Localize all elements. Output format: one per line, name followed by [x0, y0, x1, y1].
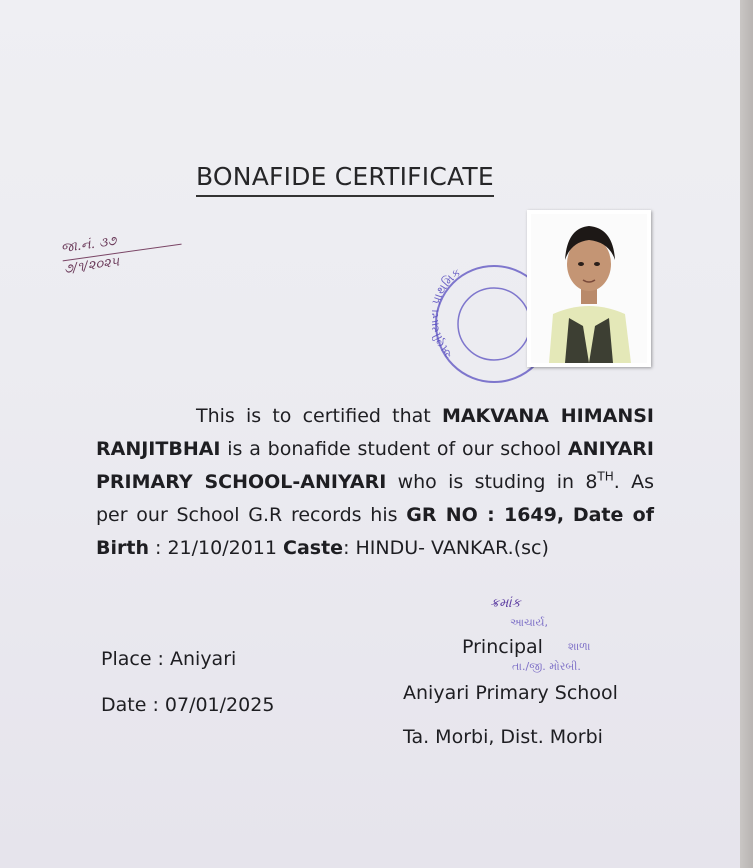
paper-edge-background [740, 0, 753, 868]
dob-label: Date of Birth [96, 504, 655, 559]
body-text4: . As per our School G.R records his [96, 471, 654, 526]
gr-comma: , [556, 504, 565, 526]
student-name-part1: MAKVANA HIMANSI [441, 405, 654, 427]
body-text2: is a bonafide student of our school [220, 438, 568, 460]
student-name-part2: RANJITBHAI [96, 438, 221, 460]
principal-signature-block [400, 594, 660, 764]
body-intro: This is to certified that [196, 405, 442, 427]
certificate-body [96, 400, 654, 565]
student-photo [527, 210, 651, 367]
handwritten-ref-date: ૭/૧/૨૦૨૫ [62, 254, 121, 278]
school-address: Ta. Morbi, Dist. Morbi [403, 726, 603, 748]
seal-line3: તા./જી. મોરબી. [512, 660, 581, 673]
seal-line1: આચાર્ય, [510, 616, 548, 629]
principal-signature: ક્રમાંક [490, 596, 521, 611]
handwritten-ref-number: જા.નં. ૩૭ [60, 224, 182, 261]
caste-value: : HINDU- VANKAR.(sc) [343, 537, 549, 559]
certificate-title: BONAFIDE CERTIFICATE [196, 160, 494, 197]
standard: 8 [585, 471, 598, 493]
seal-line2: શાળા [568, 640, 591, 653]
date-field: Date : 07/01/2025 [101, 694, 275, 716]
principal-label: Principal [462, 636, 543, 658]
stamp-text: અ થમિક [433, 265, 464, 362]
place-field: Place : Aniyari [101, 648, 237, 670]
school-name: ANIYARI PRIMARY SCHOOL-ANIYARI [96, 438, 654, 493]
body-text3: who is studing in [386, 471, 586, 493]
gr-number: GR NO : 1649 [406, 504, 557, 526]
school-signature-name: Aniyari Primary School [403, 682, 618, 704]
dob-value: : 21/10/2011 [148, 537, 284, 559]
caste-label: Caste [283, 537, 344, 559]
standard-suffix: TH [597, 469, 614, 484]
